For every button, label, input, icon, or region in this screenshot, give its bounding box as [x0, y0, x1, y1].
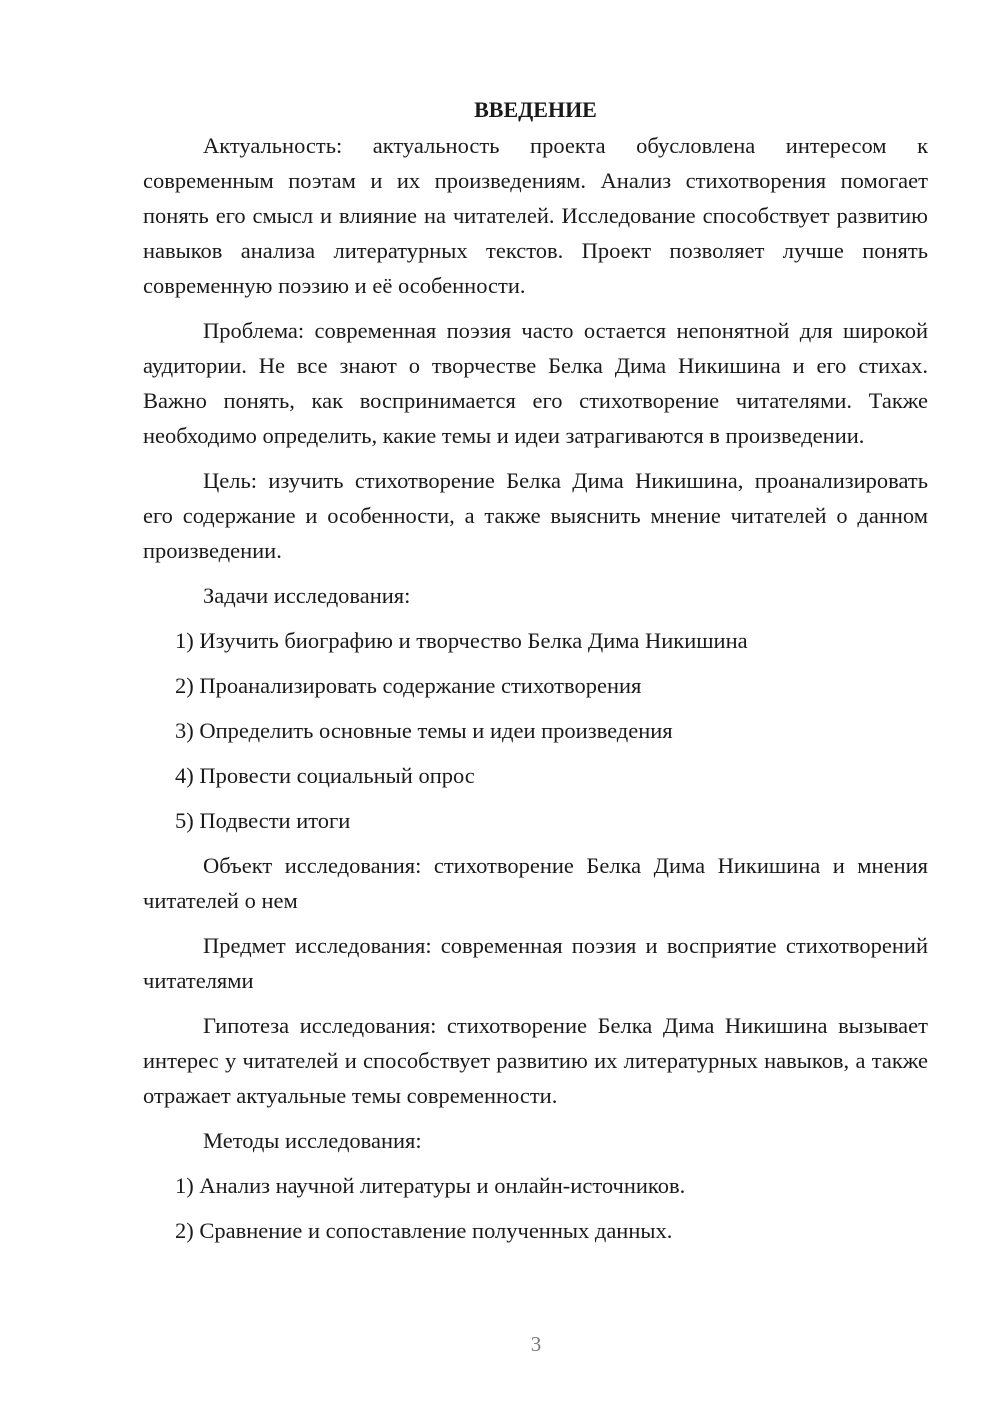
goal-paragraph: Цель: изучить стихотворение Белка Дима Никишина, проанализировать его содержание и особенности, а также выяснить мнение читателей о данном произведении.: [143, 468, 928, 563]
task-item: 1) Изучить биографию и творчество Белка Дима Никишина: [175, 628, 748, 653]
section-title: ВВЕДЕНИЕ: [474, 97, 597, 122]
task-item: 4) Провести социальный опрос: [175, 763, 475, 788]
relevance-paragraph: Актуальность: актуальность проекта обусловлена интересом к современным поэтам и их произведениям. Анализ стихотворения помогает понять его смысл и влияние на читателей. Исследование способствует развитию навыков анализа литературных текстов. Проект позволяет лучше понять современную поэзию и её особенности.: [143, 133, 928, 298]
tasks-heading: Задачи исследования:: [203, 583, 411, 608]
object-paragraph: Объект исследования: стихотворение Белка Дима Никишина и мнения читателей о нем: [143, 853, 928, 913]
task-item: 2) Проанализировать содержание стихотворения: [175, 673, 642, 698]
methods-heading: Методы исследования:: [203, 1128, 422, 1153]
task-item: 3) Определить основные темы и идеи произведения: [175, 718, 673, 743]
subject-paragraph: Предмет исследования: современная поэзия и восприятие стихотворений читателями: [143, 933, 928, 993]
hypothesis-paragraph: Гипотеза исследования: стихотворение Белка Дима Никишина вызывает интерес у читателей и способствует развитию их литературных навыков, а также отражает актуальные темы современности.: [143, 1013, 928, 1108]
problem-paragraph: Проблема: современная поэзия часто остается непонятной для широкой аудитории. Не все знают о творчестве Белка Дима Никишина и его стихах. Важно понять, как воспринимается его стихотворение читателями. Также необходимо определить, какие темы и идеи затрагиваются в произведении.: [143, 318, 928, 448]
page-content: [143, 92, 928, 1258]
task-item: 5) Подвести итоги: [175, 808, 351, 833]
method-item: 1) Анализ научной литературы и онлайн-источников.: [175, 1173, 686, 1198]
method-item: 2) Сравнение и сопоставление полученных данных.: [175, 1218, 673, 1243]
page-number: 3: [530, 1332, 542, 1356]
